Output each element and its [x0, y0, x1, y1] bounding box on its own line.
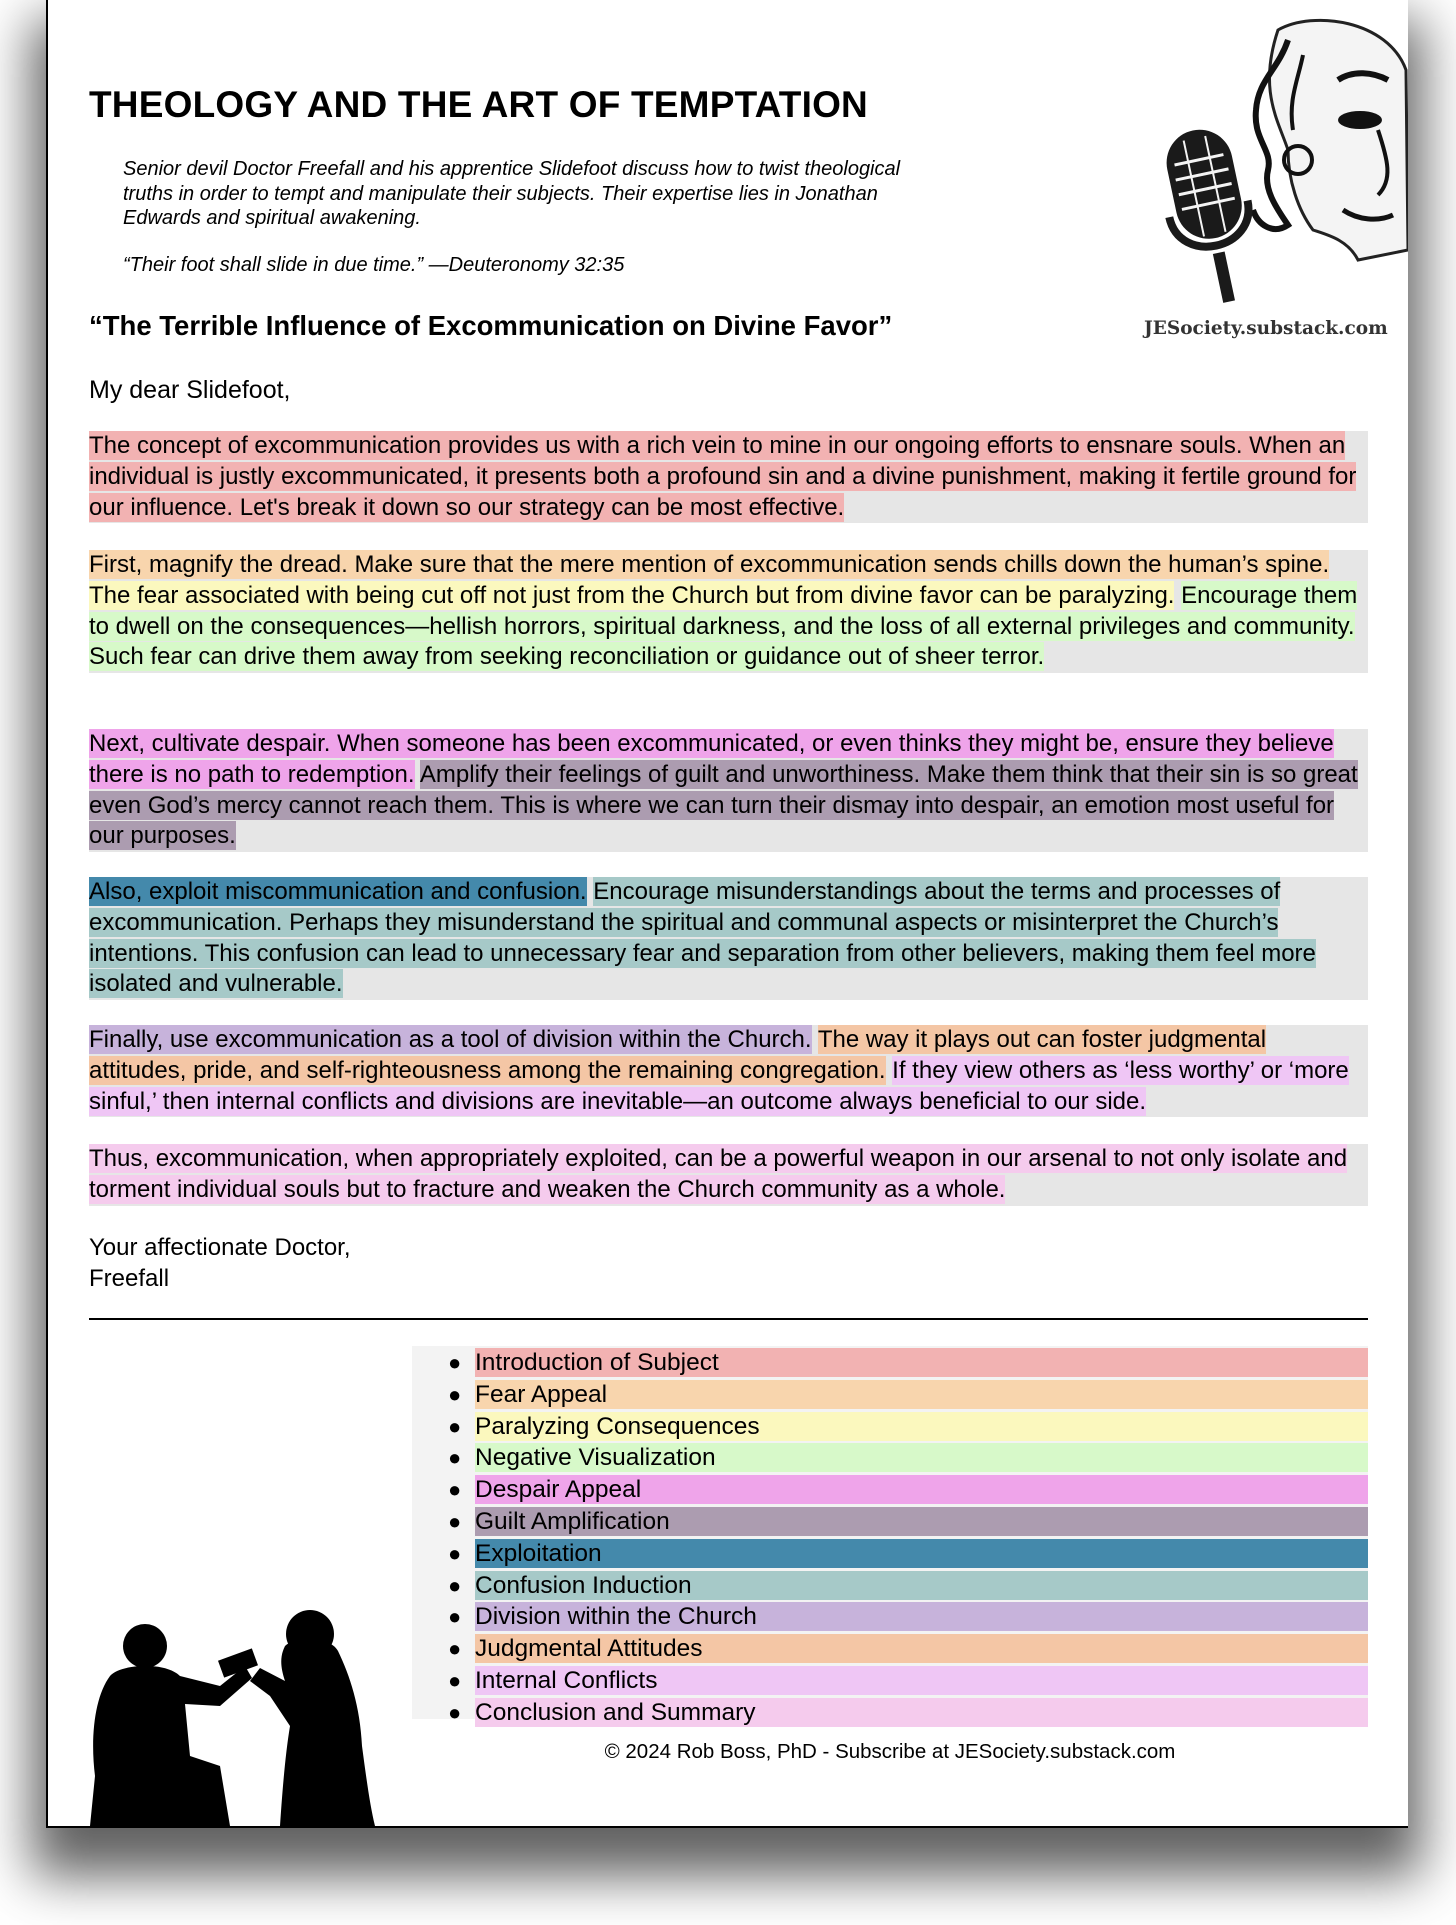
closing-line: Your affectionate Doctor, [89, 1234, 351, 1261]
document-page [48, 0, 1408, 1826]
bullet-icon: ● [448, 1699, 462, 1725]
legend-item [448, 1475, 1368, 1506]
legend-label: Confusion Induction [475, 1571, 1368, 1600]
legend-label: Fear Appeal [475, 1380, 1368, 1409]
bullet-icon: ● [448, 1604, 462, 1630]
paragraph-5 [89, 1025, 1368, 1117]
microphone-portrait-logo-icon [1138, 10, 1408, 350]
highlight-exploitation: Also, exploit miscommunication and confusion. [89, 878, 587, 905]
legend-label: Conclusion and Summary [475, 1698, 1368, 1727]
legend-list [448, 1347, 1368, 1729]
bullet-icon: ● [448, 1445, 462, 1471]
legend-label: Judgmental Attitudes [475, 1634, 1368, 1663]
two-figures-silhouette-icon [70, 1606, 390, 1826]
highlight-guilt-amplification: Amplify their feelings of guilt and unworthiness. Make them think that their sin is so great even God’s mercy cannot reach them. This is where we can turn their dismay into despair, an emotion most useful for our purposes. [89, 760, 1358, 850]
highlight-judgmental-attitudes: The way it plays out can foster judgmental attitudes, pride, and self-righteousness among the remaining congregation. [89, 1026, 1267, 1084]
bullet-icon: ● [448, 1413, 462, 1439]
highlight-internal-conflicts: If they view others as ‘less worthy’ or ‘more sinful,’ then internal conflicts and divisions are inevitable—an outcome always beneficial to our side. [89, 1056, 1349, 1115]
legend-item [448, 1634, 1368, 1665]
highlight-negative-visualization: Encourage them to dwell on the consequences—hellish horrors, spiritual darkness, and the loss of all external privileges and community. Such fear can drive them away from seeking reconciliation or guidance out of sheer terror. [89, 581, 1358, 671]
letter-closing [89, 1233, 351, 1295]
highlight-introduction-of-subject: The concept of excommunication provides us with a rich vein to mine in our ongoing efforts to ensnare souls. When an individual is justly excommunicated, it presents both a profound sin and a divine punishment, making it fertile ground for our influence. Let's break it down so our strategy can be most effective. [89, 432, 1357, 521]
page-title: THEOLOGY AND THE ART OF TEMPTATION [89, 84, 868, 125]
highlight-division-within-the-church: Finally, use excommunication as a tool of division within the Church. [89, 1026, 812, 1053]
legend-item [448, 1602, 1368, 1633]
legend-label: Internal Conflicts [475, 1666, 1368, 1695]
letter-title: “The Terrible Influence of Excommunication on Divine Favor” [89, 310, 893, 341]
paragraph-2 [89, 550, 1368, 673]
paragraph-6 [89, 1144, 1368, 1206]
legend-item [448, 1571, 1368, 1602]
bullet-icon: ● [448, 1540, 462, 1566]
horizontal-divider [89, 1318, 1368, 1320]
bullet-icon: ● [448, 1572, 462, 1598]
bullet-icon: ● [448, 1508, 462, 1534]
logo-caption: JESociety.substack.com [1144, 318, 1388, 339]
legend-item [448, 1539, 1368, 1570]
legend-label: Paralyzing Consequences [475, 1412, 1368, 1441]
bullet-icon: ● [448, 1636, 462, 1662]
bullet-icon: ● [448, 1477, 462, 1503]
highlight-fear-appeal: First, magnify the dread. Make sure that the mere mention of excommunication sends chills down the human’s spine. [89, 551, 1330, 578]
legend-item [448, 1698, 1368, 1729]
bullet-icon: ● [448, 1381, 462, 1407]
legend-label: Introduction of Subject [475, 1348, 1368, 1377]
intro-text: Senior devil Doctor Freefall and his apprentice Slidefoot discuss how to twist theological truths in order to tempt and manipulate their subjects. Their expertise lies in Jonathan Edwards and spiritual awakening. [123, 158, 901, 229]
signature-name: Freefall [89, 1264, 170, 1292]
legend-label: Division within the Church [475, 1602, 1368, 1631]
bullet-icon: ● [448, 1667, 462, 1693]
highlight-confusion-induction: Encourage misunderstandings about the terms and processes of excommunication. Perhaps they misunderstand the spiritual and communal aspects or misinterpret the Church’s intentions. This confusion can lead to unnecessary fear and separation from other believers, making them feel more isolated and vulnerable. [89, 878, 1316, 998]
salutation: My dear Slidefoot, [89, 376, 291, 404]
bullet-icon: ● [448, 1350, 462, 1375]
epigraph-verse: “Their foot shall slide in due time.” —Deuteronomy 32:35 [123, 254, 625, 276]
legend-label: Despair Appeal [475, 1475, 1368, 1504]
legend-item [448, 1348, 1368, 1379]
legend-item [448, 1412, 1368, 1443]
highlight-paralyzing-consequences: The fear associated with being cut off not just from the Church but from divine favor can be paralyzing. [89, 581, 1175, 609]
paragraph-4 [89, 877, 1368, 1000]
legend-item [448, 1507, 1368, 1538]
highlight-conclusion-and-summary: Thus, excommunication, when appropriately exploited, can be a powerful weapon in our arsenal to not only isolate and torment individual souls but to fracture and weaken the Church community as a whole. [89, 1145, 1348, 1203]
legend-item [448, 1380, 1368, 1411]
legend-label: Negative Visualization [475, 1443, 1368, 1472]
legend-label: Guilt Amplification [475, 1507, 1368, 1536]
copyright-footer: © 2024 Rob Boss, PhD - Subscribe at JESociety.substack.com [604, 1740, 1176, 1763]
legend-item [448, 1666, 1368, 1697]
paragraph-3 [89, 729, 1368, 852]
legend-label: Exploitation [475, 1539, 1368, 1568]
legend-item [448, 1443, 1368, 1474]
paragraph-1 [89, 431, 1368, 523]
highlight-despair-appeal: Next, cultivate despair. When someone has been excommunicated, or even thinks they might be, ensure they believe there is no path to redemption. [89, 730, 1334, 788]
